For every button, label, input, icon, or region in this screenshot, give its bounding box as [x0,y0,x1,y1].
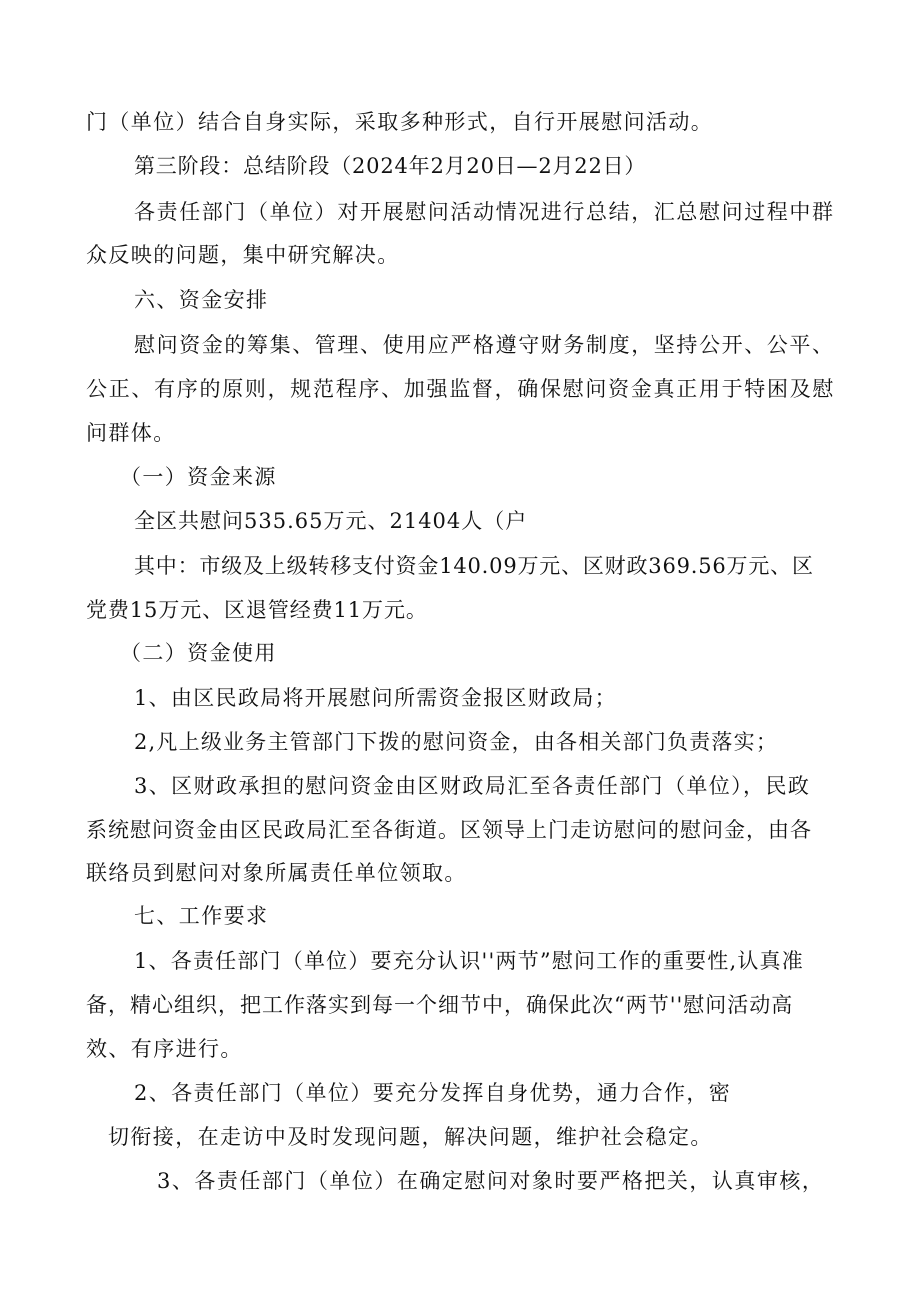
text-line-2: 第三阶段：总结阶段（2024年2月20日—2月22日） [134,154,647,178]
text-line-1: 门（单位）结合自身实际，采取多种形式，自行开展慰问活动。 [86,110,714,134]
text-line-9: （一）资金来源 [120,465,277,489]
text-line-25: 3、各责任部门（单位）在确定慰问对象时要严格把关，认真审核， [157,1169,825,1193]
text-line-15: 2,凡上级业务主管部门下拨的慰问资金，由各相关部门负责落实； [134,730,779,754]
text-line-7: 公正、有序的原则，规范程序、加强监督，确保慰问资金真正用于特困及慰 [86,377,836,401]
text-line-13: （二）资金使用 [120,641,277,665]
text-line-21: 备，精心组织，把工作落实到每一个细节中，确保此次“两节''慰问活动高 [86,993,794,1017]
text-line-22: 效、有序进行。 [86,1037,243,1061]
text-line-20: 1、各责任部门（单位）要充分认识''两节”慰问工作的重要性,认真准 [134,949,804,973]
text-line-17: 系统慰问资金由区民政局汇至各街道。区领导上门走访慰问的慰问金，由各 [86,818,812,842]
text-line-10: 全区共慰问535.65万元、21404人（户 [134,509,528,533]
text-line-8: 问群体。 [86,421,176,445]
text-line-24: 切衔接，在走访中及时发现问题，解决问题，维护社会稳定。 [108,1125,713,1149]
text-line-12: 党费15万元、区退管经费11万元。 [86,598,428,622]
text-line-11: 其中：市级及上级转移支付资金140.09万元、区财政369.56万元、区 [134,554,814,578]
text-line-14: 1、由区民政局将开展慰问所需资金报区财政局； [134,686,617,710]
text-line-19: 七、工作要求 [134,904,269,928]
text-line-4: 众反映的问题，集中研究解决。 [86,243,400,267]
text-line-3: 各责任部门（单位）对开展慰问活动情况进行总结，汇总慰问过程中群 [134,200,835,224]
text-line-18: 联络员到慰问对象所属责任单位领取。 [86,861,467,885]
text-line-23: 2、各责任部门（单位）要充分发挥自身优势，通力合作，密 [134,1081,732,1105]
text-line-6: 慰问资金的筹集、管理、使用应严格遵守财务制度，坚持公开、公平、 [134,333,835,357]
text-line-5: 六、资金安排 [134,288,269,312]
text-line-16: 3、区财政承担的慰问资金由区财政局汇至各责任部门（单位），民政 [134,774,811,798]
